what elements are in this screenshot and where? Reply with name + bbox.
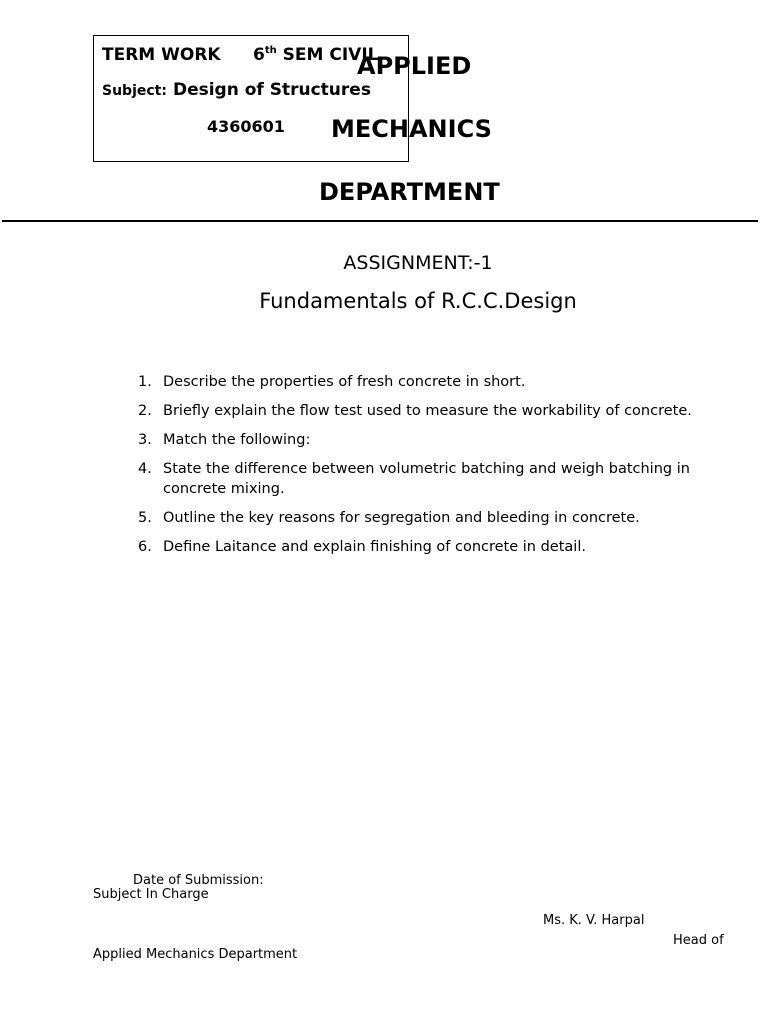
- horizontal-rule: [2, 220, 758, 222]
- term-work-label: TERM WORK: [102, 45, 221, 65]
- question-item: [138, 508, 748, 528]
- subject-value: Design of Structures: [172, 80, 371, 100]
- question-item: [138, 430, 748, 450]
- head-of-label: Head of: [673, 933, 724, 948]
- question-number: 1.: [138, 374, 152, 390]
- subject-in-charge-label: Subject In Charge: [93, 887, 209, 902]
- question-text: Describe the properties of fresh concrete in short.: [163, 374, 526, 390]
- question-item: [138, 372, 748, 392]
- assignment-topic: Fundamentals of R.C.C.Design: [259, 289, 577, 313]
- question-text: Outline the key reasons for segregation and bleeding in concrete.: [163, 510, 640, 526]
- assignment-title: ASSIGNMENT:-1: [343, 252, 493, 274]
- question-item: [138, 401, 748, 421]
- question-item: [138, 537, 748, 557]
- submission-date-label: Date of Submission:: [133, 873, 264, 888]
- faculty-name: Ms. K. V. Harpal: [543, 913, 645, 928]
- question-text: Match the following:: [163, 432, 311, 448]
- question-number: 2.: [138, 403, 152, 419]
- question-number: 3.: [138, 432, 152, 448]
- question-number: 6.: [138, 539, 152, 555]
- term-work-line: [102, 45, 379, 65]
- department-line-1: APPLIED: [357, 52, 472, 80]
- question-list: [138, 372, 748, 566]
- question-text: State the difference between volumetric batching and weigh batching in concrete mixing.: [163, 461, 690, 497]
- question-item: [138, 459, 748, 499]
- semester-number: 6: [253, 45, 265, 65]
- subject-line: [102, 80, 371, 100]
- department-name: Applied Mechanics Department: [93, 947, 298, 962]
- question-number: 4.: [138, 461, 152, 477]
- subject-code: 4360601: [207, 117, 285, 136]
- department-line-3: DEPARTMENT: [319, 178, 500, 206]
- semester-text: SEM CIVIL: [282, 45, 379, 65]
- subject-label: Subject:: [102, 83, 167, 99]
- question-number: 5.: [138, 510, 152, 526]
- department-line-2: MECHANICS: [331, 115, 492, 143]
- question-text: Define Laitance and explain finishing of concrete in detail.: [163, 539, 586, 555]
- question-text: Briefly explain the flow test used to measure the workability of concrete.: [163, 403, 692, 419]
- semester-suffix: th: [264, 45, 277, 56]
